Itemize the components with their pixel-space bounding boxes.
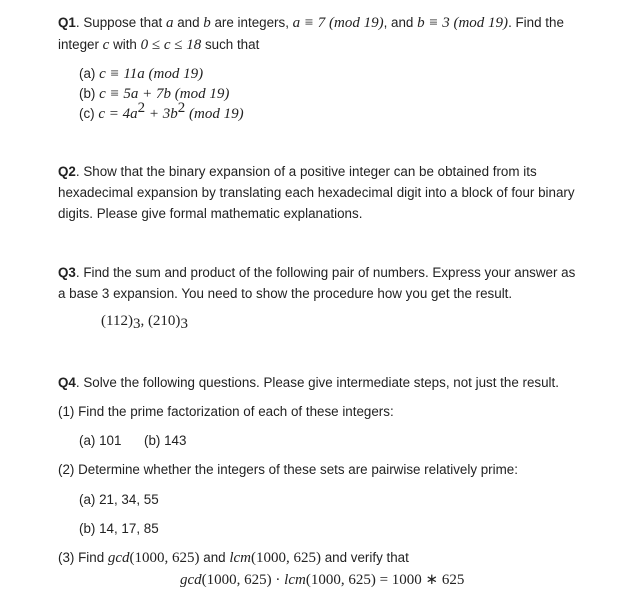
q4-part-3-and: and	[199, 550, 230, 565]
q1-and-1: and	[173, 15, 204, 30]
q1-var-c: c	[102, 37, 110, 53]
q3-num-1: (112)	[101, 313, 133, 329]
q3-label: Q3	[58, 265, 76, 280]
q4-part-2-title: (2) Determine whether the integers of these sets are pairwise relatively prime:	[58, 462, 518, 477]
q1-part-a-label: (a)	[79, 66, 100, 81]
q4-label: Q4	[58, 375, 76, 390]
q1-var-a: a	[165, 15, 174, 31]
q4-line-1	[58, 375, 559, 390]
q1-range: 0 ≤ c ≤ 18	[140, 37, 202, 53]
q1-part-b-label: (b)	[79, 86, 100, 101]
q4-part-3-lcm-args: (1000, 625)	[251, 550, 321, 566]
q2-label: Q2	[58, 164, 76, 179]
q4-part-2-b: (b) 14, 17, 85	[79, 521, 159, 536]
q4-part-1-b: (b) 143	[144, 433, 187, 448]
q3-line-1	[58, 265, 575, 280]
q1-text-1: . Suppose that	[75, 15, 166, 30]
q4-part-3-text-2: and verify that	[321, 550, 409, 565]
q1-part-c-expr-pre: c = 4a	[98, 106, 138, 122]
q2-line-2: hexadecimal expansion by translating each hexadecimal digit into a block of four binary	[58, 185, 575, 200]
q4-part-3-gcd: gcd	[107, 550, 130, 566]
q4-part-3-gcd-args: (1000, 625)	[129, 550, 200, 566]
q3-sub-2: 3	[180, 316, 188, 332]
q1-and-2: , and	[383, 15, 418, 30]
q3-sub-1: 3	[132, 316, 141, 332]
q1-text-5: with	[109, 37, 141, 52]
q4-eq-gcd: gcd	[180, 572, 202, 588]
q2-line-3: digits. Please give formal mathematic explanations.	[58, 206, 363, 221]
q1-congruence-a: a ≡ 7 (mod 19)	[292, 15, 384, 31]
q1-part-c-expr-mid: + 3b	[145, 106, 178, 122]
q1-text-3: . Find the	[508, 15, 564, 30]
q4-intro: . Solve the following questions. Please give intermediate steps, not just the result.	[75, 375, 559, 390]
q1-line-1	[58, 15, 564, 32]
q4-eq-gcd-args: (1000, 625) ·	[201, 572, 285, 588]
q3-numbers	[101, 313, 188, 330]
q1-text-6: such that	[201, 37, 260, 52]
q1-part-c	[79, 100, 244, 123]
q4-eq-rhs: (1000, 625) = 1000 ∗ 625	[305, 572, 465, 588]
q1-part-c-exp-2: 2	[177, 100, 186, 116]
q4-part-3-equation	[180, 570, 464, 589]
q1-part-c-expr-post: (mod 19)	[185, 106, 244, 122]
q4-part-1-title: (1) Find the prime factorization of each of these integers:	[58, 404, 394, 419]
q4-part-3-lcm: lcm	[229, 550, 251, 566]
q1-part-b	[79, 86, 229, 103]
q1-part-c-label: (c)	[79, 106, 99, 121]
q1-text-4: integer	[58, 37, 103, 52]
q1-label: Q1	[58, 15, 76, 30]
q1-congruence-b: b ≡ 3 (mod 19)	[417, 15, 509, 31]
q1-var-b: b	[203, 15, 211, 31]
q4-eq-lcm: lcm	[284, 572, 306, 588]
q1-part-a	[79, 66, 203, 83]
q1-part-c-exp-1: 2	[137, 100, 146, 116]
q3-num-2: (210)	[147, 313, 181, 329]
q4-part-3-text-1: (3) Find	[58, 550, 108, 565]
q3-separator: ,	[140, 313, 148, 329]
q1-text-2: are integers,	[210, 15, 293, 30]
q4-part-2-a: (a) 21, 34, 55	[79, 492, 159, 507]
q4-part-3-line-1	[58, 550, 409, 567]
q1-line-2	[58, 37, 259, 54]
q1-part-a-expr: c ≡ 11a (mod 19)	[99, 66, 204, 82]
q3-text-1: . Find the sum and product of the following pair of numbers. Express your answer as	[75, 265, 576, 280]
q3-line-2: a base 3 expansion. You need to show the procedure how you get the result.	[58, 286, 513, 301]
q4-part-1-a: (a) 101	[79, 433, 122, 448]
q1-part-b-expr: c ≡ 5a + 7b (mod 19)	[99, 86, 230, 102]
q2-line-1	[58, 164, 537, 179]
q2-text-1: . Show that the binary expansion of a positive integer can be obtained from its	[75, 164, 537, 179]
